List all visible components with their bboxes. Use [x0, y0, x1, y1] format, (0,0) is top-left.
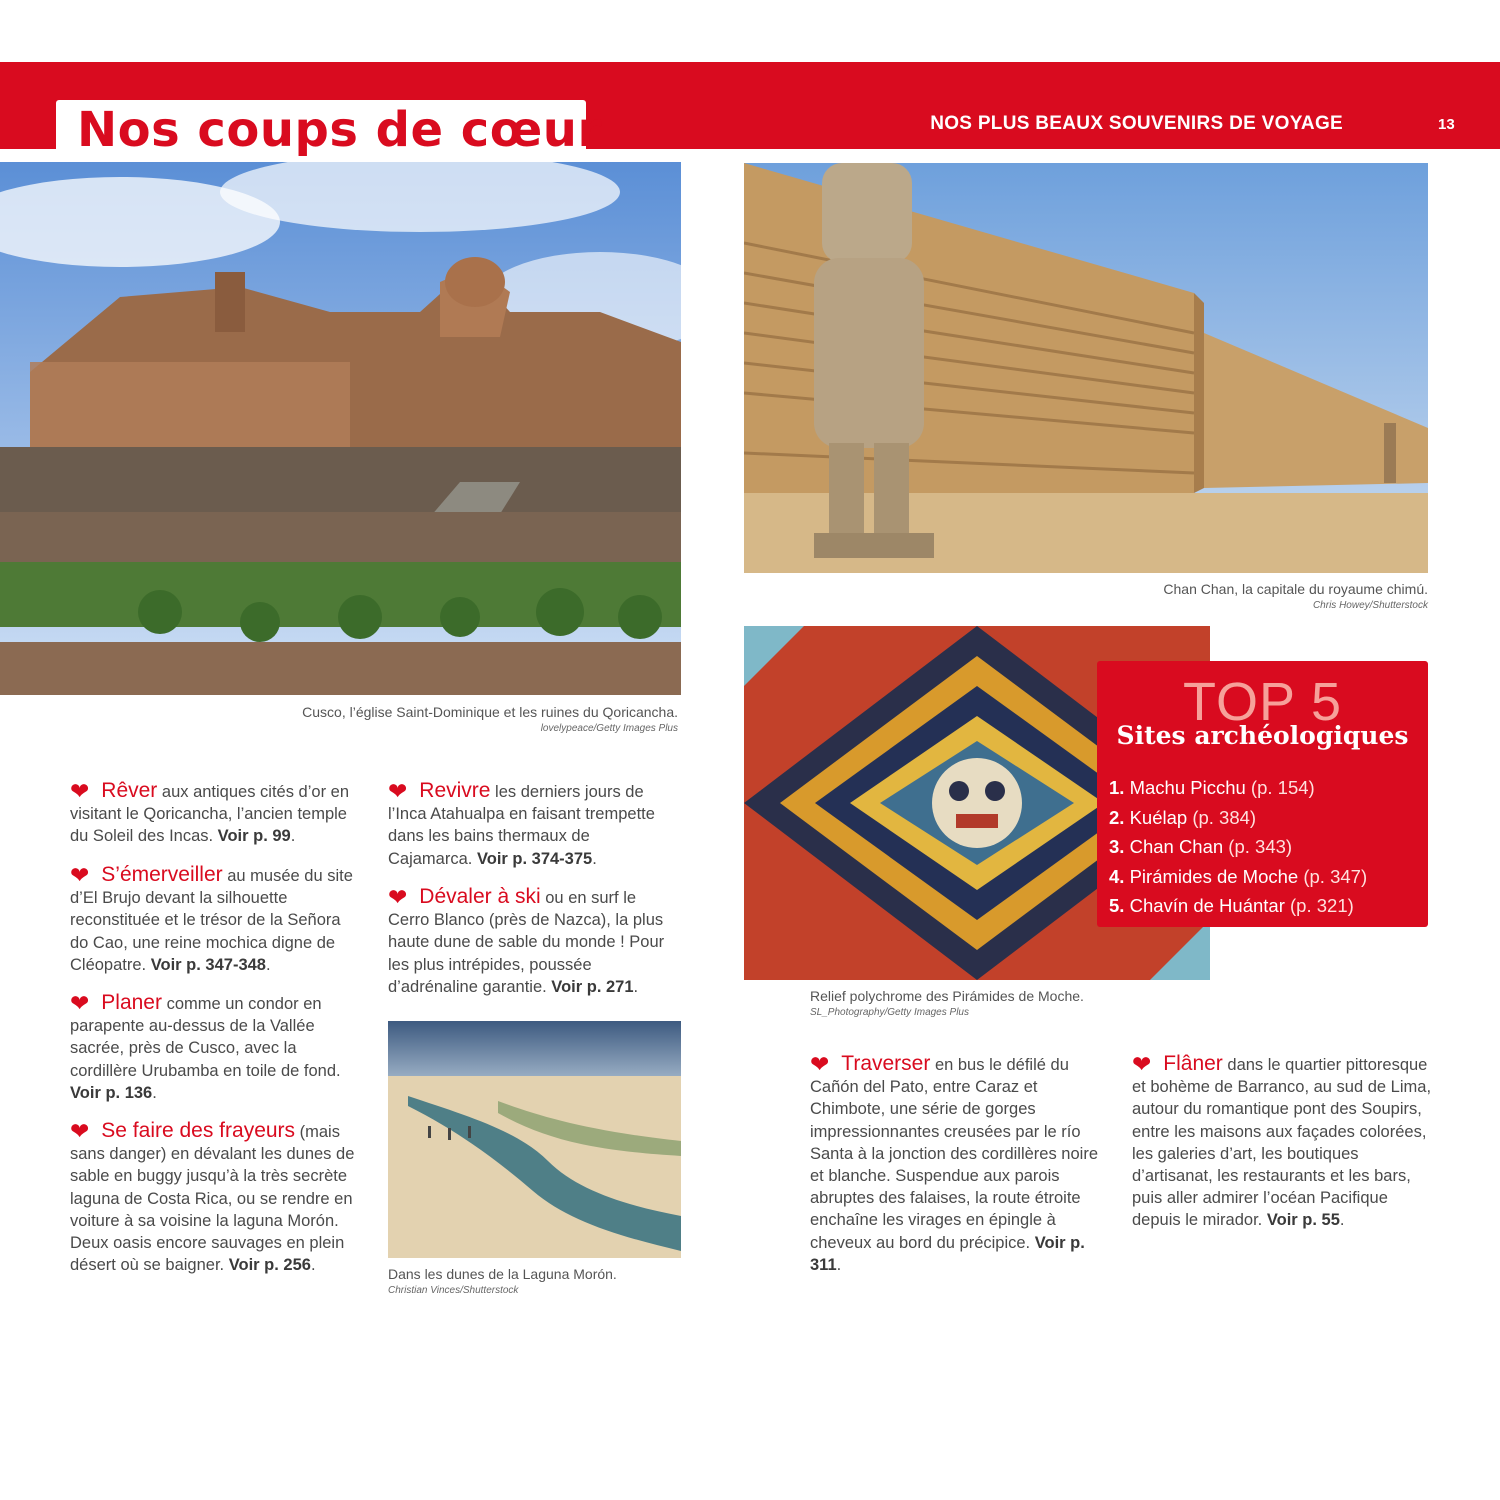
moche-credit: SL_Photography/Getty Images Plus	[810, 1007, 969, 1018]
chan-chan-credit: Chris Howey/Shutterstock	[1312, 600, 1428, 611]
laguna-moron-photo	[388, 1021, 681, 1258]
running-head: NOS PLUS BEAUX SOUVENIRS DE VOYAGE	[930, 113, 1343, 134]
cusco-caption: Cusco, l’église Saint-Dominique et les ruines du Qoricancha.	[302, 704, 678, 720]
page-number: 13	[1438, 116, 1455, 133]
highlight-item: ❤ Flâner dans le quartier pittoresque et bohème de Barranco, au sud de Lima, autour du romantique pont des Soupirs, entre les maisons aux façades colorées, les galeries d’art, les boutiques d’artisanat, les restaurants et les bars, puis aller admirer l’océan Pacifique depuis le mirador. Voir p. 55.	[1132, 1051, 1432, 1230]
highlight-item: ❤ Dévaler à ski ou en surf le Cerro Blanco (près de Nazca), la plus haute dune de sable du monde ! Pour les plus intrépides, poussée d’adrénaline garantie. Voir p. 271.	[388, 884, 665, 996]
top5-list	[1109, 773, 1367, 921]
heart-icon: ❤	[388, 778, 408, 804]
heart-icon: ❤	[810, 1051, 830, 1077]
heart-icon: ❤	[70, 862, 90, 888]
heart-icon: ❤	[70, 778, 90, 804]
page-title: Nos coups de cœur	[77, 102, 602, 158]
highlight-item: ❤ Revivre les derniers jours de l’Inca Atahualpa en faisant trempette dans les bains thermaux de Cajamarca. Voir p. 374-375.	[388, 778, 655, 868]
top5-box	[1097, 661, 1428, 927]
heart-icon: ❤	[70, 1118, 90, 1144]
moche-caption: Relief polychrome des Pirámides de Moche.	[810, 988, 1084, 1004]
top5-item: 5. Chavín de Huántar (p. 321)	[1109, 895, 1354, 916]
heart-icon: ❤	[388, 884, 408, 910]
top5-item: 2. Kuélap (p. 384)	[1109, 806, 1257, 828]
chan-chan-photo	[744, 163, 1428, 573]
highlight-item: ❤ S’émerveiller au musée du site d’El Brujo devant la silhouette reconstituée et le trésor de la Señora do Cao, une reine mochica digne de Cléopatre. Voir p. 347-348.	[70, 862, 353, 974]
highlight-item: ❤ Rêver aux antiques cités d’or en visitant le Qoricancha, l’ancien temple du Soleil des Incas. Voir p. 99.	[70, 778, 350, 846]
heart-icon: ❤	[70, 990, 90, 1016]
top5-item: 1. Machu Picchu (p. 154)	[1109, 777, 1315, 798]
top5-item: 3. Chan Chan (p. 343)	[1109, 836, 1293, 857]
chan-chan-caption: Chan Chan, la capitale du royaume chimú.	[1163, 581, 1428, 597]
cusco-church-photo	[0, 162, 681, 695]
top5-subheading: Sites archéologiques	[1116, 721, 1409, 750]
heart-icon: ❤	[1132, 1051, 1152, 1077]
highlight-item: ❤ Planer comme un condor en parapente au-dessus de la Vallée sacrée, près de Cusco, avec la cordillère Urubamba en toile de fond. Voir p. 136.	[70, 990, 341, 1102]
laguna-moron-caption: Dans les dunes de la Laguna Morón.	[388, 1266, 617, 1282]
top5-item: 4. Pirámides de Moche (p. 347)	[1109, 865, 1368, 887]
highlight-item: ❤ Se faire des frayeurs (mais sans danger) en dévalant les dunes de sable en buggy jusqu’à la très secrète laguna de Costa Rica, ou se rendre en voiture à sa voisine la laguna Morón. Deux oasis encore sauvages en plein désert où se baigner. Voir p. 256.	[70, 1118, 355, 1275]
cusco-credit: lovelypeace/Getty Images Plus	[540, 723, 678, 734]
laguna-moron-credit: Christian Vinces/Shutterstock	[388, 1285, 519, 1296]
top5-heading: TOP 5	[1182, 672, 1343, 732]
highlight-item: ❤ Traverser en bus le défilé du Cañón del Pato, entre Caraz et Chimbote, une série de gorges impressionnantes creusées par le río Santa à la jonction des cordillères noire et blanche. Suspendue aux parois abruptes des falaises, la route étroite enchaîne les virages en épingle à cheveux au bord du précipice. Voir p. 311.	[810, 1051, 1099, 1274]
